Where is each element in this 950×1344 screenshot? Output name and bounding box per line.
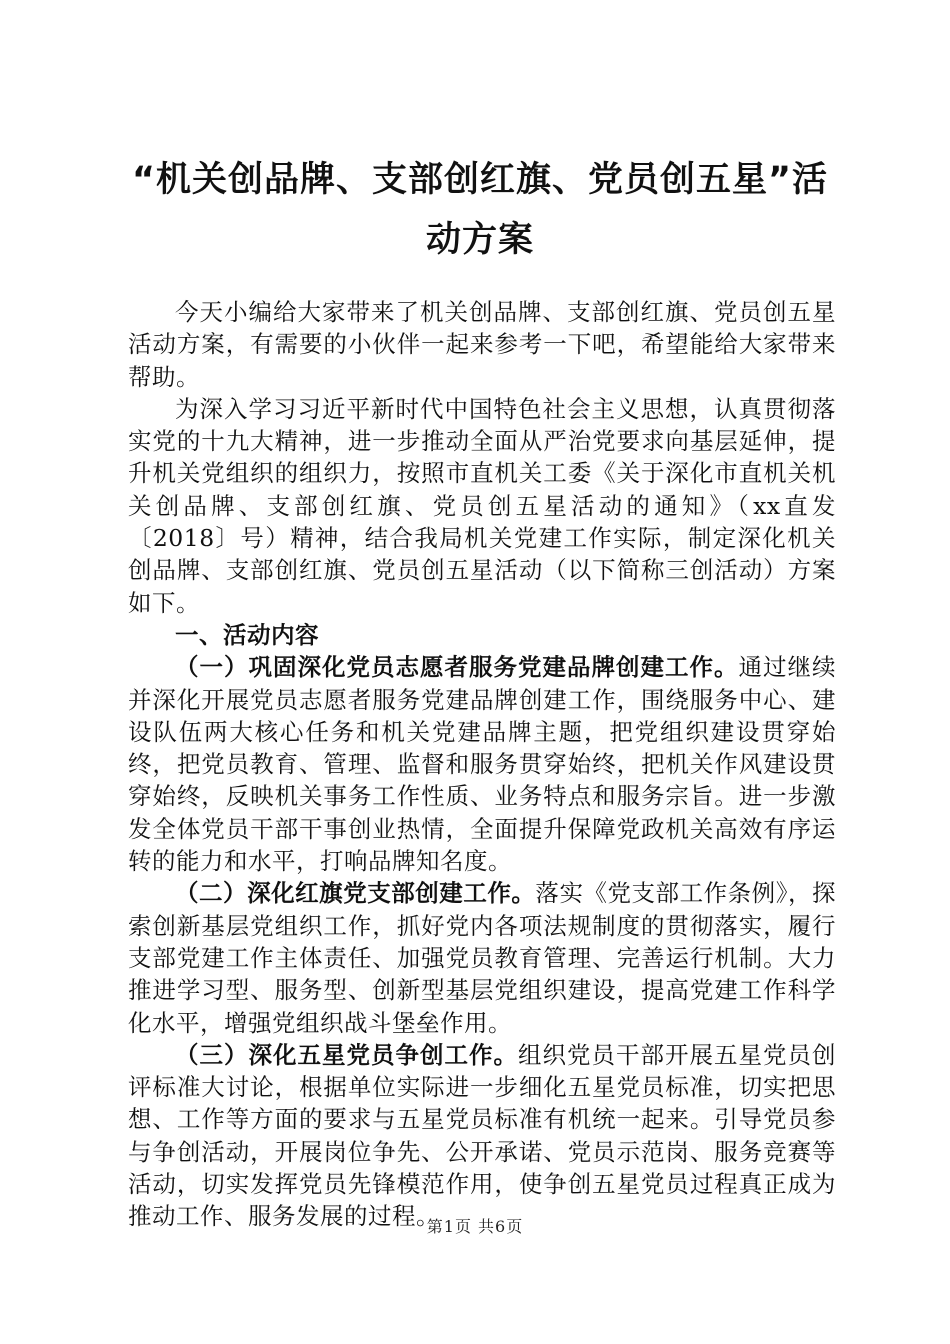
item-text-2: 落实《党支部工作条例》，探索创新基层党组织工作，抓好党内各项法规制度的贯彻落实，履行支部党建工作主体责任、加强党员教育管理、完善运行机制。大力推进学习型、服务型、创新型基层党组织建设，提高党建工作科学化水平，增强党组织战斗堡垒作用。: [128, 879, 837, 1037]
document-title: “机关创品牌、支部创红旗、党员创五星”活动方案: [131, 160, 828, 260]
preamble-paragraph: 为深入学习习近平新时代中国特色社会主义思想，认真贯彻落实党的十九大精神，进一步推动全面从严治党要求向基层延伸，提升机关党组织的组织力，按照市直机关工委《关于深化市直机关机关创品牌、支部创红旗、党员创五星活动的通知》（xx直发〔2018〕号）精神，结合我局机关党建工作实际，制定深化机关创品牌、支部创红旗、党员创五星活动（以下简称三创活动）方案如下。: [128, 394, 836, 617]
item-paragraph-3: [128, 1039, 836, 1233]
item-paragraph-2: [128, 877, 836, 1038]
section-heading-activity-content: 一、活动内容: [175, 620, 319, 649]
item-text-3: 组织党员干部开展五星党员创评标准大讨论，根据单位实际进一步细化五星党员标准，切实把思想、工作等方面的要求与五星党员标准有机统一起来。引导党员参与争创活动，开展岗位争先、公开承诺、党员示范岗、服务竞赛等活动，切实发挥党员先锋模范作用，使争创五星党员过程真正成为推动工作、服务发展的过程。: [128, 1040, 836, 1231]
page-footer: 第1页 共6页: [426, 1217, 524, 1236]
item-heading-3: （三）深化五星党员争创工作。: [175, 1040, 518, 1069]
item-heading-1: （一）巩固深化党员志愿者服务党建品牌创建工作。: [175, 653, 739, 682]
item-heading-2: （二）深化红旗党支部创建工作。: [175, 879, 536, 908]
item-text-1: 通过继续并深化开展党员志愿者服务党建品牌创建工作，围绕服务中心、建设队伍两大核心任务和机关党建品牌主题，把党组织建设贯穿始终，把党员教育、管理、监督和服务贯穿始终，把机关作风建设贯穿始终，反映机关事务工作性质、业务特点和服务宗旨。进一步激发全体党员干部干事创业热情，全面提升保障党政机关高效有序运转的能力和水平，打响品牌知名度。: [128, 653, 836, 876]
item-paragraph-1: [128, 651, 836, 877]
document-body: [128, 296, 836, 1233]
intro-paragraph: 今天小编给大家带来了机关创品牌、支部创红旗、党员创五星活动方案，有需要的小伙伴一起来参考一下吧，希望能给大家带来帮助。: [128, 298, 836, 391]
